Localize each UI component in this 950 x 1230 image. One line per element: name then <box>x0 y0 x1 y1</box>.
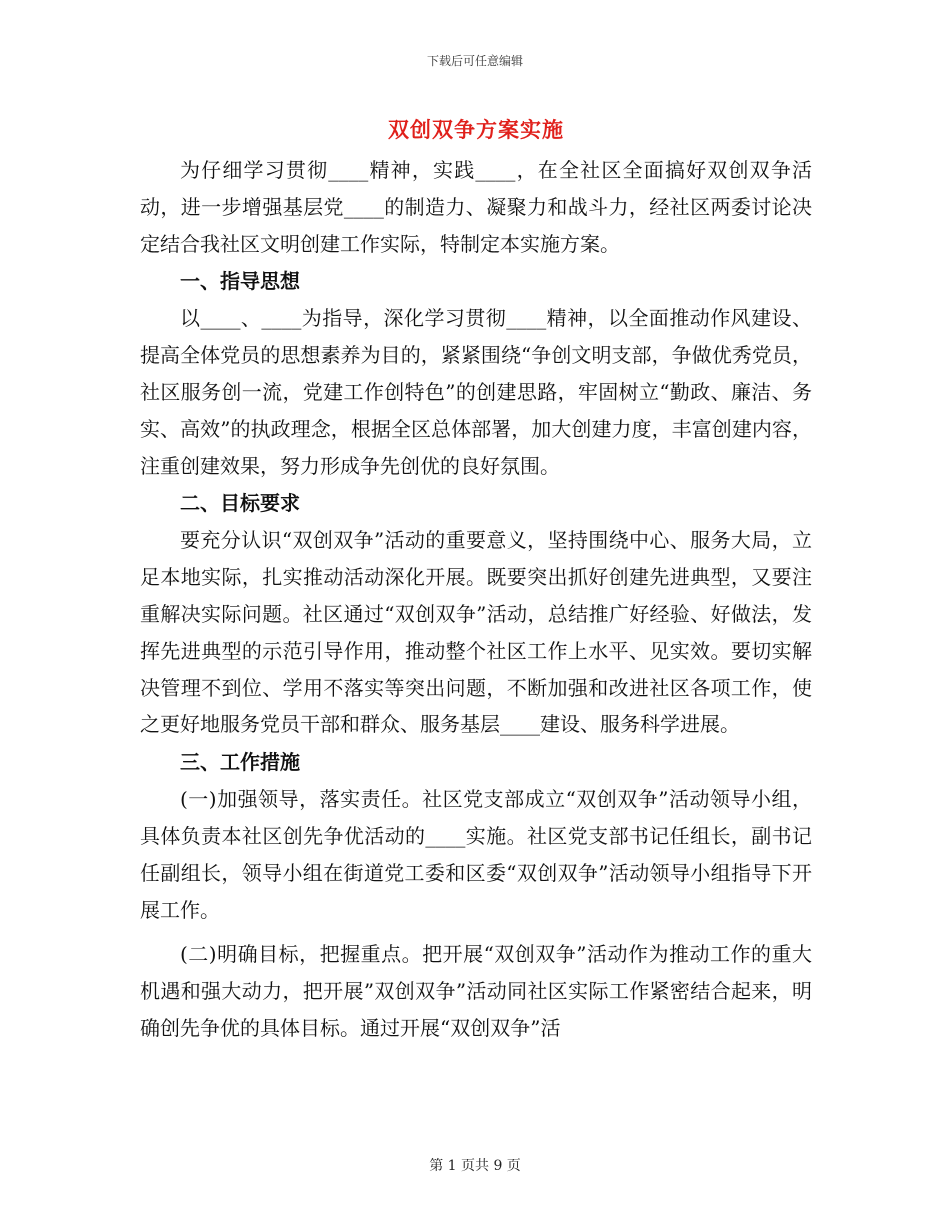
page-header-note: 下载后可任意编辑 <box>426 54 523 68</box>
page-number: 第 1 页共 9 页 <box>429 1158 521 1174</box>
intro-paragraph: 为仔细学习贯彻____精神，实践____，在全社区全面搞好双创双争活动，进一步增强基层党____的制造力、凝聚力和战斗力，经社区两委讨论决定结合我社区文明创建工作实际，特制定本实施方案。 <box>140 158 812 256</box>
guiding-thought-paragraph: 以____、____为指导，深化学习贯彻____精神，以全面推动作风建设、提高全体党员的思想素养为目的，紧紧围绕“争创文明支部，争做优秀党员，社区服务创一流，党建工作创特色”的创建思路，牢固树立“勤政、廉洁、务实、高效”的执政理念，根据全区总体部署，加大创建力度，丰富创建内容，注重创建效果，努力形成争先创优的良好氛围。 <box>140 306 812 478</box>
measure-1-paragraph: (一)加强领导，落实责任。社区党支部成立“双创双争”活动领导小组，具体负责本社区创先争优活动的____实施。社区党支部书记任组长，副书记任副组长，领导小组在街道党工委和区委“双创双争”活动领导小组指导下开展工作。 <box>140 787 812 922</box>
document-body <box>140 112 812 1047</box>
section-heading-guiding-thought: 一、指导思想 <box>180 269 300 294</box>
measure-2-paragraph: (二)明确目标，把握重点。把开展“双创双争”活动作为推动工作的重大机遇和强大动力，把开展”双创双争”活动同社区实际工作紧密结合起来，明确创先争优的具体目标。通过开展“双创双争”活 <box>140 942 812 1040</box>
section-heading-goals: 二、目标要求 <box>180 491 300 516</box>
document-title: 双创双争方案实施 <box>388 117 564 142</box>
goals-paragraph: 要充分认识“双创双争”活动的重要意义，坚持围绕中心、服务大局，立足本地实际，扎实推动活动深化开展。既要突出抓好创建先进典型，又要注重解决实际问题。社区通过“双创双争”活动，总结推广好经验、好做法，发挥先进典型的示范引导作用，推动整个社区工作上水平、见实效。要切实解决管理不到位、学用不落实等突出问题，不断加强和改进社区各项工作，使之更好地服务党员干部和群众、服务基层____建设、服务科学进展。 <box>140 528 812 737</box>
section-heading-measures: 三、工作措施 <box>180 750 300 775</box>
